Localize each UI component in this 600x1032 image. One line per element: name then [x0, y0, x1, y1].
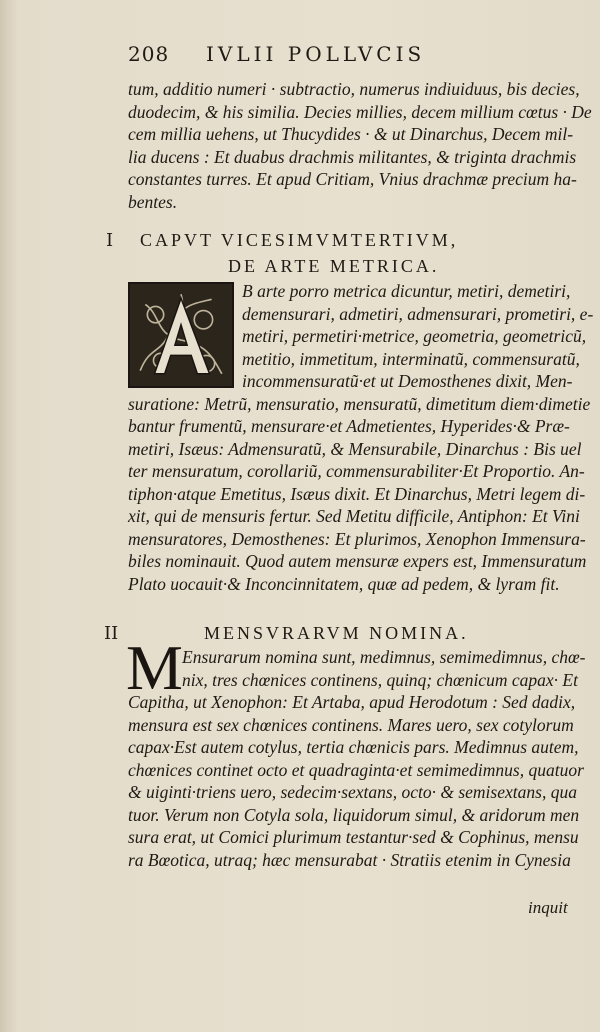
chapter-subtitle: DE ARTE METRICA. — [228, 256, 440, 276]
chapter-title: CAPVT VICESIMVMTERTIVM, — [140, 230, 459, 250]
text-line: metitio, immetitum, interminatũ, commensuratũ, — [242, 348, 580, 369]
text-line: ter mensuratum, corollariũ, commensurabiliter·Et Proportio. An- — [128, 461, 585, 481]
text-line: constantes turres. Et apud Critiam, Vnius drachmæ precium ha- — [128, 169, 577, 189]
text-line: & uiginti·triens uero, sedecim·sextans, octo· & semisextans, qua — [128, 782, 577, 802]
text-line: suratione: Metrũ, mensuratio, mensuratũ, dimetitum diem·dimetie — [128, 393, 591, 414]
text-line: mensura est sex chœnices continens. Mares uero, sex cotylorum — [128, 714, 574, 735]
text-line: incommensuratũ·et ut Demosthenes dixit, Men- — [242, 371, 573, 391]
text-block-mensurae — [128, 646, 586, 871]
text-line: biles nominauit. Quod autem mensuræ expers est, Immensuratum — [128, 551, 587, 571]
text-line: chœnices continet octo et quadraginta·et semimedimnus, quatuor — [128, 759, 584, 780]
page-number: 208 — [128, 42, 170, 66]
section-title: MENSVRARVM NOMINA. — [204, 623, 469, 643]
text-line: bantur frumentũ, mensurare·et Admetientes, Hyperides·& Præ- — [128, 416, 570, 436]
initial-letter-m: M — [126, 632, 183, 703]
page-header — [128, 42, 578, 72]
running-title: IVLII POLLVCIS — [206, 42, 426, 66]
text-line: Ensurarum nomina sunt, medimnus, semimedimnus, chœ- — [182, 647, 586, 667]
text-line: cem millia uehens, ut Thucydides · & ut Dinarchus, Decem mil- — [128, 124, 574, 144]
section-number: II — [104, 623, 119, 644]
text-line: tuor. Verum non Cotyla sola, liquidorum simul, & aridorum men — [128, 804, 580, 825]
catchword: inquit — [528, 898, 568, 917]
text-line: ra Bœotica, utraq; hæc mensurabat · Stratiis etenim in Cynesia — [128, 849, 571, 870]
text-line: lia ducens : Et duabus drachmis militantes, & triginta drachmis — [128, 146, 577, 167]
text-block-metrica — [128, 280, 594, 595]
text-line: B arte porro metrica dicuntur, metiri, demetiri, — [242, 281, 571, 301]
text-line: demensurari, admetiri, admensurari, prometiri, e- — [242, 303, 594, 324]
text-line: Capitha, ut Xenophon: Et Artaba, apud Herodotum : Sed dadix, — [128, 692, 576, 712]
text-line: duodecim, & his similia. Decies millies, decem millium cœtus · De — [128, 101, 592, 122]
text-line: bentes. — [128, 191, 178, 212]
text-line: mensuratores, Demosthenes: Et plurimos, Xenophon Immensura- — [128, 528, 586, 549]
text-block-intro — [128, 78, 592, 213]
text-line: sura erat, ut Comici plurimum testantur·sed & Cophinus, mensu — [128, 827, 579, 847]
text-line: Plato uocauit·& Inconcinnitatem, quæ ad pedem, & lyram fit. — [128, 573, 560, 594]
text-line: capax·Est autem cotylus, tertia chœnicis pars. Medimnus autem, — [128, 737, 579, 757]
text-line: nix, tres chœnices continens, quinq; chœnicum capax· Et — [182, 669, 578, 690]
text-line: tiphon·atque Emetitus, Isæus dixit. Et Dinarchus, Metri legem di- — [128, 483, 586, 504]
text-line: tum, additio numeri · subtractio, numerus indiuiduus, bis decies, — [128, 79, 580, 99]
text-line: metiri, permetiri·metrice, geometria, geometricũ, — [242, 326, 587, 346]
chapter-number: I — [106, 230, 114, 251]
text-line: metiri, Isæus: Admensuratũ, & Mensurabile, Dinarchus : Bis uel — [128, 438, 582, 459]
text-line: xit, qui de mensuris fertur. Sed Metitu difficile, Antiphon: Et Vini — [128, 506, 580, 526]
